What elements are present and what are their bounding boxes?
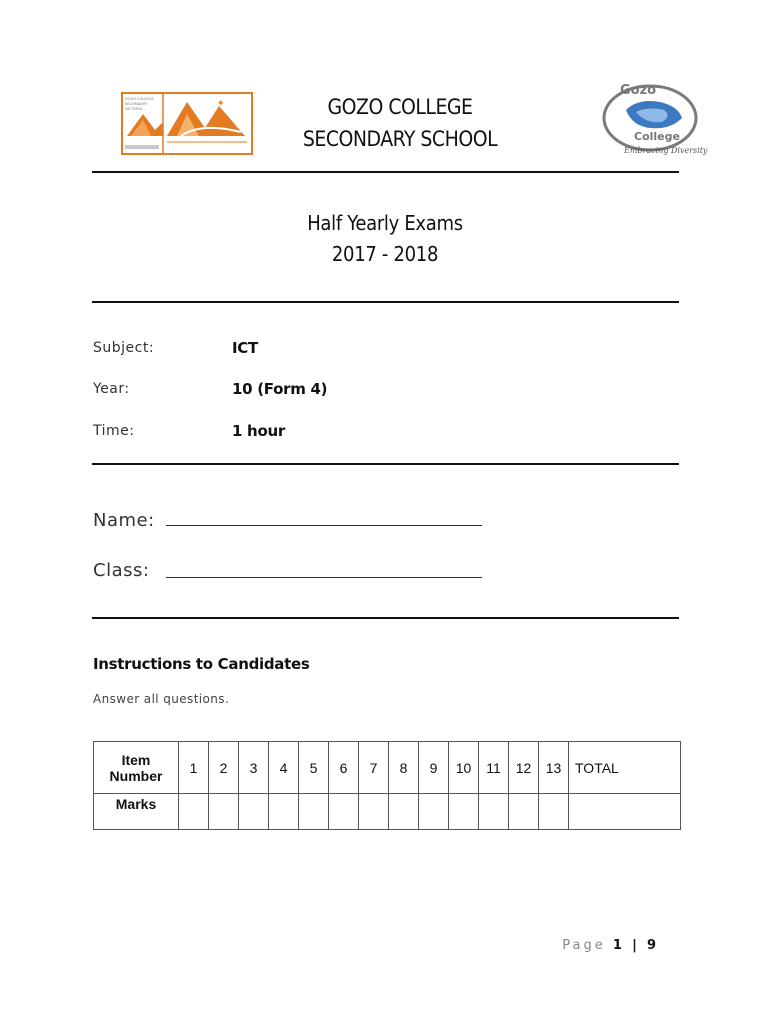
logo-middle-text: College [634, 130, 680, 143]
logo-top-text: Gozo [620, 83, 657, 98]
school-name-line2: SECONDARY SCHOOL [302, 127, 498, 151]
marks-cell[interactable] [209, 794, 239, 830]
year-value: 10 (Form 4) [232, 380, 328, 398]
page-separator: | [632, 938, 640, 953]
item-number-row [94, 742, 681, 794]
marks-cell[interactable] [509, 794, 539, 830]
marks-row [94, 794, 681, 830]
marks-table [93, 741, 681, 830]
subject-label: Subject: [93, 340, 155, 356]
exam-years: 2017 - 2018 [331, 242, 439, 266]
item-number-header: Item Number [94, 742, 179, 794]
marks-cell[interactable] [299, 794, 329, 830]
divider [92, 171, 679, 173]
page-number: 1 [612, 938, 625, 953]
name-label: Name: [93, 510, 155, 531]
instructions-title: Instructions to Candidates [93, 655, 310, 673]
divider [92, 617, 679, 619]
item-cell: 10 [449, 742, 479, 794]
page-word: Page [562, 938, 606, 953]
item-cell: 8 [389, 742, 419, 794]
item-cell: 7 [359, 742, 389, 794]
item-cell: 13 [539, 742, 569, 794]
instructions-text: Answer all questions. [93, 692, 230, 706]
page-footer [562, 938, 659, 953]
class-field[interactable] [166, 576, 482, 578]
item-cell: 6 [329, 742, 359, 794]
marks-cell[interactable] [539, 794, 569, 830]
gozo-college-logo [598, 80, 710, 160]
school-name-line1: GOZO COLLEGE [327, 95, 473, 119]
page-total: 9 [646, 938, 659, 953]
year-label: Year: [93, 381, 130, 397]
logo-slogan-text: Embracing Diversity [624, 146, 708, 155]
svg-text:GOZO COLLEGE: GOZO COLLEGE [125, 97, 154, 101]
marks-cell[interactable] [419, 794, 449, 830]
total-header: TOTAL [569, 742, 681, 794]
marks-cell[interactable] [179, 794, 209, 830]
marks-cell[interactable] [479, 794, 509, 830]
marks-header: Marks [94, 794, 179, 830]
item-cell: 2 [209, 742, 239, 794]
marks-cell[interactable] [269, 794, 299, 830]
marks-cell[interactable] [449, 794, 479, 830]
item-cell: 12 [509, 742, 539, 794]
marks-cell[interactable] [389, 794, 419, 830]
name-field[interactable] [166, 524, 482, 526]
marks-cell[interactable] [239, 794, 269, 830]
item-cell: 11 [479, 742, 509, 794]
exam-title: Half Yearly Exams [307, 211, 463, 235]
svg-text:✦: ✦ [217, 99, 225, 109]
item-cell: 3 [239, 742, 269, 794]
item-cell: 1 [179, 742, 209, 794]
total-marks-cell[interactable] [569, 794, 681, 830]
time-value: 1 hour [232, 422, 285, 440]
item-cell: 5 [299, 742, 329, 794]
time-label: Time: [93, 423, 135, 439]
marks-cell[interactable] [329, 794, 359, 830]
subject-value: ICT [232, 339, 258, 357]
class-label: Class: [93, 560, 150, 581]
svg-text:SECONDARY: SECONDARY [125, 102, 148, 106]
item-cell: 4 [269, 742, 299, 794]
svg-text:VICTORIA: VICTORIA [125, 107, 143, 111]
divider [92, 301, 679, 303]
marks-cell[interactable] [359, 794, 389, 830]
item-cell: 9 [419, 742, 449, 794]
divider [92, 463, 679, 465]
